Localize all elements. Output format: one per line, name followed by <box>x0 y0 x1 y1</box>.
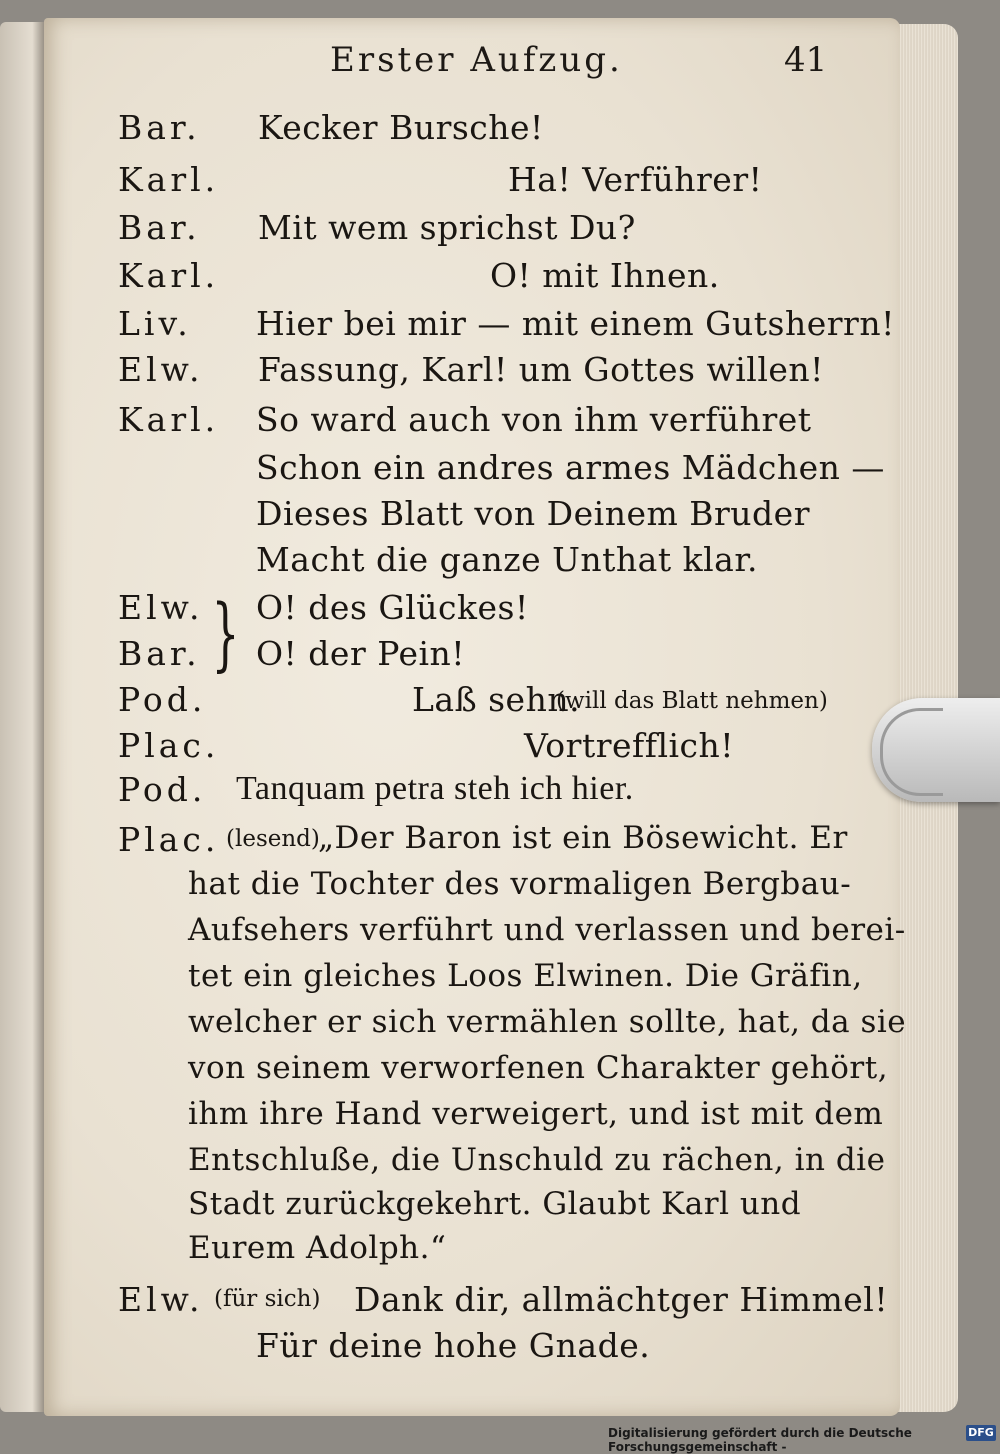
speaker-label: Liv. <box>118 304 192 343</box>
dialogue-line: Ha! Verführer! <box>508 160 763 199</box>
speaker-label: Bar. <box>118 108 201 147</box>
speaker-label: Plac. <box>118 726 220 765</box>
stage-direction: (für sich) <box>214 1286 321 1312</box>
dialogue-line: O! des Glückes! <box>256 588 529 627</box>
dialogue-line: Für deine hohe Gnade. <box>256 1326 651 1365</box>
dialogue-line: Vortrefflich! <box>524 726 735 765</box>
dialogue-line: Kecker Bursche! <box>258 108 544 147</box>
dialogue-line: O! mit Ihnen. <box>490 256 720 295</box>
dialogue-line: O! der Pein! <box>256 634 466 673</box>
dialogue-line: von seinem verworfenen Charakter gehört, <box>188 1050 889 1086</box>
dialogue-line: Dank dir, allmächtger Himmel! <box>354 1280 889 1319</box>
dialogue-line: Laß sehn. <box>412 680 581 719</box>
speaker-brace: } <box>211 587 240 680</box>
dialogue-line: ihm ihre Hand verweigert, und ist mit dem <box>188 1096 884 1132</box>
speaker-label: Karl. <box>118 256 220 295</box>
dialogue-line: Aufsehers verführt und verlassen und berei- <box>188 912 906 948</box>
stage-direction: (lesend) <box>226 826 320 852</box>
speaker-label: Elw. <box>118 350 204 389</box>
dialogue-line: Entschluße, die Unschuld zu rächen, in die <box>188 1142 886 1178</box>
facing-page-edge <box>0 22 46 1412</box>
dialogue-line: Stadt zurückgekehrt. Glaubt Karl und <box>188 1186 802 1222</box>
speaker-label: Pod. <box>118 680 207 719</box>
dialogue-line: So ward auch von ihm verführet <box>256 400 812 439</box>
dialogue-line: hat die Tochter des vormaligen Bergbau- <box>188 866 852 902</box>
dialogue-line: Eurem Adolph.“ <box>188 1230 447 1266</box>
speaker-label: Bar. <box>118 634 201 673</box>
dialogue-line: welcher er sich vermählen sollte, hat, da sie <box>188 1004 907 1040</box>
dialogue-line: Mit wem sprichst Du? <box>258 208 636 247</box>
dialogue-line: Tanquam petra steh ich hier. <box>236 770 634 807</box>
speaker-label: Karl. <box>118 400 220 439</box>
digitization-credit: Digitalisierung gefördert durch die Deutsche Forschungsgemeinschaft - <box>608 1426 912 1454</box>
page-clip-marker <box>872 698 1000 802</box>
speaker-label: Bar. <box>118 208 201 247</box>
dialogue-line: Fassung, Karl! um Gottes willen! <box>258 350 824 389</box>
dfg-logo: DFG <box>966 1425 996 1441</box>
speaker-label: Pod. <box>118 770 207 809</box>
page-number: 41 <box>784 40 828 80</box>
dialogue-line: tet ein gleiches Loos Elwinen. Die Gräfin, <box>188 958 863 994</box>
dialogue-line: Schon ein andres armes Mädchen — <box>256 448 885 487</box>
stage-direction: (will das Blatt nehmen) <box>556 688 828 714</box>
speaker-label: Elw. <box>118 1280 204 1319</box>
speaker-label: Karl. <box>118 160 220 199</box>
dialogue-line: Dieses Blatt von Deinem Bruder <box>256 494 810 533</box>
running-head: Erster Aufzug. <box>330 40 623 80</box>
speaker-label: Plac. <box>118 820 220 859</box>
dialogue-line: Macht die ganze Unthat klar. <box>256 540 758 579</box>
speaker-label: Elw. <box>118 588 204 627</box>
dialogue-line: Hier bei mir — mit einem Gutsherrn! <box>256 304 895 343</box>
dialogue-line: „Der Baron ist ein Bösewicht. Er <box>318 820 848 856</box>
